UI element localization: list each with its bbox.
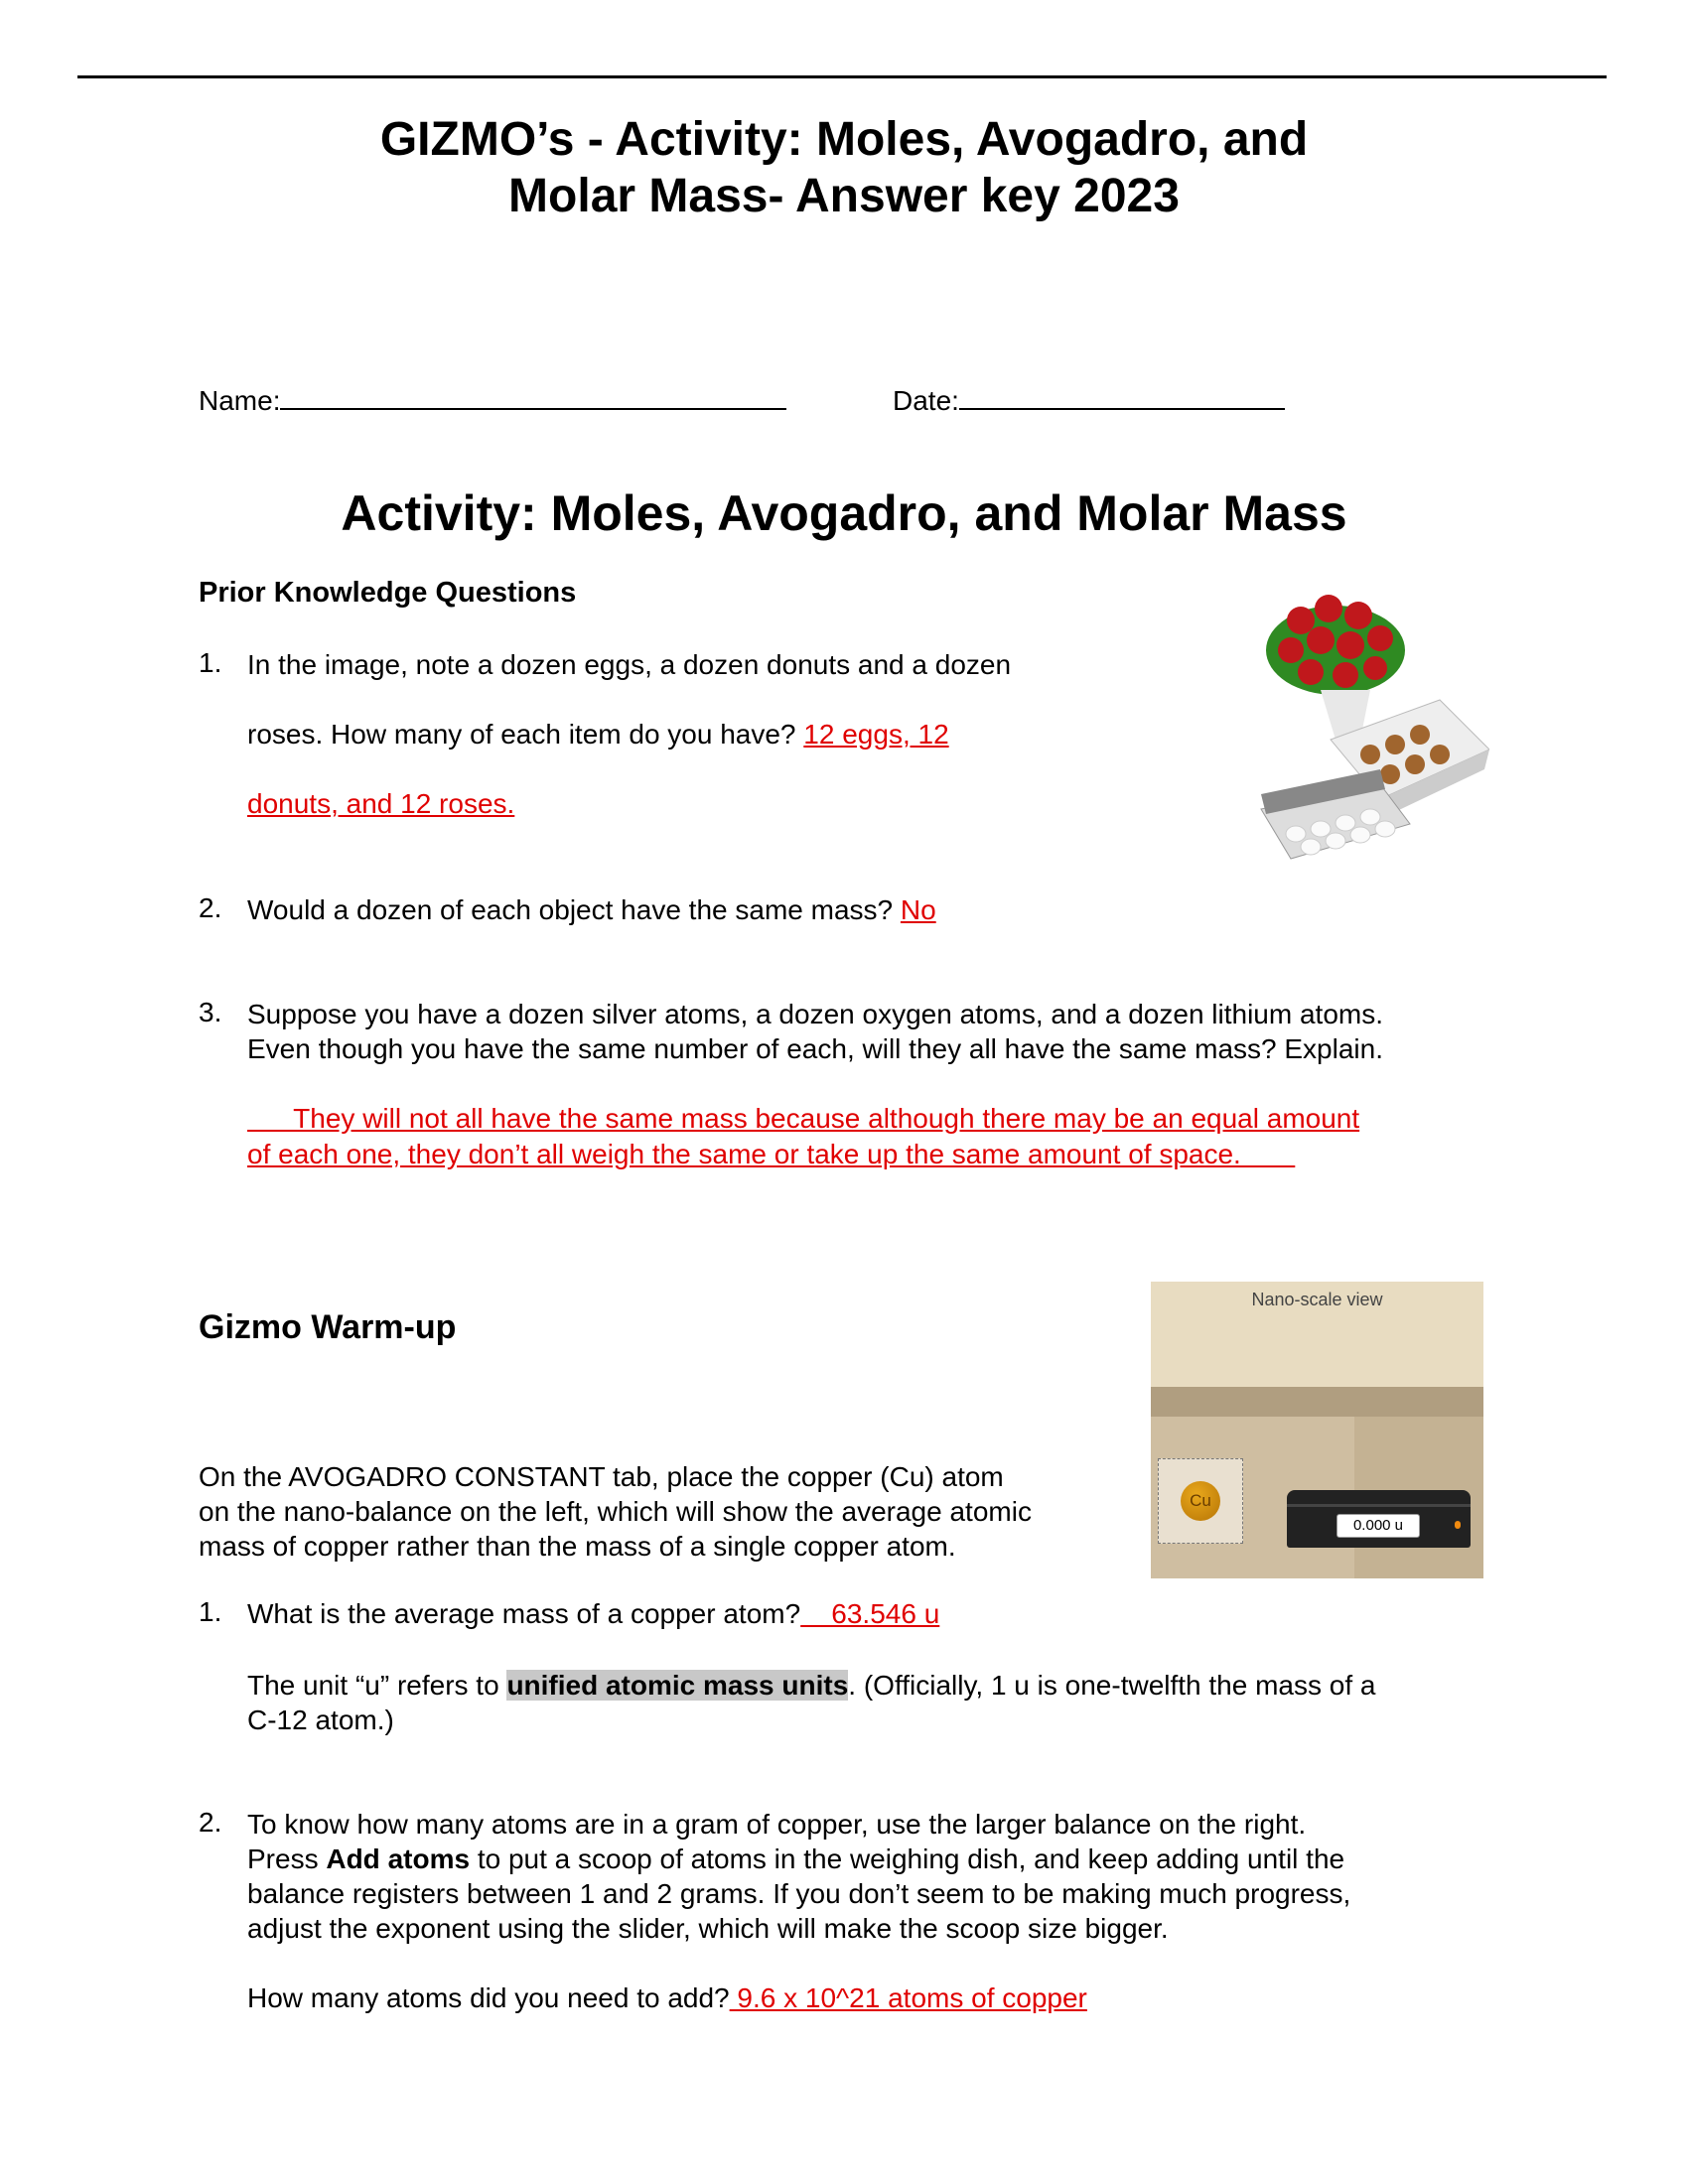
copper-atom[interactable]: Cu (1181, 1481, 1220, 1521)
question-text: roses. How many of each item do you have? 12 eggs, 12 (247, 719, 949, 750)
answer-text: They will not all have the same mass because although there may be an equal amount (247, 1103, 1360, 1134)
roses-icon (1266, 595, 1405, 740)
question-number: 2. (199, 892, 222, 923)
gizmo-warmup-heading: Gizmo Warm-up (199, 1308, 457, 1346)
answer-text: of each one, they don’t all weigh the same or take up the same amount of space. (247, 1139, 1296, 1169)
question-text: balance registers between 1 and 2 grams. If you don’t seem to be making much progress, (247, 1878, 1351, 1909)
question-number: 2. (199, 1807, 222, 1838)
question-number: 3. (199, 997, 222, 1027)
question-text: To know how many atoms are in a gram of copper, use the larger balance on the right. (247, 1809, 1307, 1840)
question-text: adjust the exponent using the slider, which will make the scoop size bigger. (247, 1913, 1169, 1944)
question-text: Would a dozen of each object have the same mass? No (247, 894, 936, 925)
nano-balance (1287, 1490, 1471, 1548)
nano-scale-view-screenshot (1151, 1282, 1483, 1578)
main-heading: Activity: Moles, Avogadro, and Molar Mass (341, 485, 1347, 541)
answer-text: No (900, 894, 936, 925)
question-text: Even though you have the same number of each, will they all have the same mass? Explain. (247, 1033, 1383, 1064)
prior-knowledge-heading: Prior Knowledge Questions (199, 577, 577, 609)
question-number: 1. (199, 647, 222, 678)
document-title: GIZMO’s - Activity: Moles, Avogadro, and Molar Mass- Answer key 2023 (379, 113, 1309, 222)
question-text: What is the average mass of a copper atom? 63.546 u (247, 1598, 940, 1629)
unit-note: C-12 atom.) (247, 1705, 394, 1735)
nano-view-title: Nano-scale view (1251, 1290, 1383, 1309)
balance-readout: 0.000 u (1336, 1514, 1420, 1538)
atom-tray (1158, 1458, 1243, 1544)
answer-text: 12 eggs, 12 (803, 719, 949, 750)
date-field[interactable]: Date: (893, 382, 1285, 418)
dozen-items-illustration (1251, 591, 1489, 884)
question-text: Press Add atoms to put a scoop of atoms in the weighing dish, and keep adding until the (247, 1843, 1345, 1874)
question-number: 1. (199, 1596, 222, 1627)
answer-text: 9.6 x 10^21 atoms of copper (729, 1982, 1087, 2013)
question-text: Suppose you have a dozen silver atoms, a dozen oxygen atoms, and a dozen lithium atoms. (247, 999, 1384, 1029)
question-text: In the image, note a dozen eggs, a dozen donuts and a dozen (247, 649, 1012, 680)
intro-text: mass of copper rather than the mass of a single copper atom. (199, 1531, 956, 1562)
intro-text: On the AVOGADRO CONSTANT tab, place the copper (Cu) atom (199, 1461, 1004, 1492)
name-field[interactable]: Name: (199, 382, 786, 418)
unit-note: The unit “u” refers to unified atomic mass units. (Officially, 1 u is one-twelfth the mass of a (247, 1670, 1376, 1701)
top-rule (77, 75, 1607, 78)
question-text: How many atoms did you need to add? 9.6 x 10^21 atoms of copper (247, 1982, 1087, 2013)
intro-text: on the nano-balance on the left, which will show the average atomic (199, 1496, 1032, 1527)
answer-text: 63.546 u (800, 1598, 940, 1629)
answer-text: donuts, and 12 roses. (247, 788, 515, 819)
